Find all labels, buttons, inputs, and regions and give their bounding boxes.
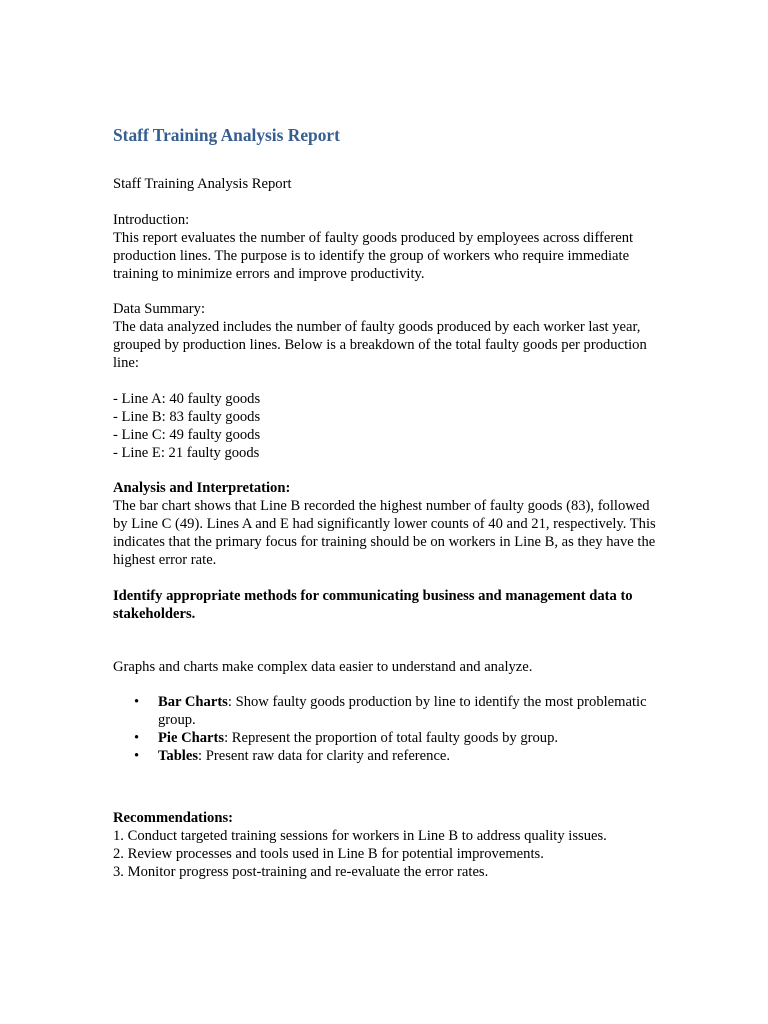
bullet-icon: •: [134, 694, 140, 711]
list-item-term: Pie Charts: [158, 730, 225, 747]
list-item: [113, 748, 658, 766]
recommendation-item: 2. Review processes and tools used in Line B for potential improvements.: [113, 845, 544, 862]
analysis-heading: Analysis and Interpretation:: [113, 480, 291, 497]
recommendation-item: 1. Conduct targeted training sessions for workers in Line B to address quality issues.: [113, 827, 607, 844]
recommendation-item: 3. Monitor progress post-training and re-evaluate the error rates.: [113, 863, 489, 880]
document-page: [113, 124, 658, 882]
analysis-section: [113, 480, 658, 570]
list-item: [113, 730, 658, 748]
faulty-goods-list: [113, 391, 658, 463]
methods-list: [113, 694, 658, 766]
data-summary-section: [113, 301, 658, 462]
faulty-goods-line-c: - Line C: 49 faulty goods: [113, 426, 261, 443]
analysis-body: The bar chart shows that Line B recorded the highest number of faulty goods (83), followed by Line C (49). Lines A and E had significantly lower counts of 40 and 21, respectively. This indicates that the primary focus for training should be on workers in Line B, as they have the highest error rate.: [113, 498, 656, 568]
list-item-text: : Represent the proportion of total faulty goods by group.: [224, 730, 559, 747]
recommendations-heading: Recommendations:: [113, 810, 233, 826]
introduction-section: [113, 212, 658, 284]
list-item-term: Bar Charts: [158, 694, 228, 711]
list-item-text: : Present raw data for clarity and reference.: [198, 748, 451, 765]
list-item-text: : Show faulty goods production by line to identify the most problematic group.: [158, 694, 647, 729]
data-summary-heading: Data Summary:: [113, 301, 206, 318]
list-item-term: Tables: [158, 748, 199, 765]
methods-intro: Graphs and charts make complex data easier to understand and analyze.: [113, 658, 533, 675]
methods-section: [113, 588, 658, 766]
document-title: Staff Training Analysis Report: [113, 125, 340, 145]
faulty-goods-line-e: - Line E: 21 faulty goods: [113, 444, 260, 461]
bullet-icon: •: [134, 748, 140, 765]
data-summary-body: The data analyzed includes the number of faulty goods produced by each worker last year, grouped by production lines. Below is a breakdown of the total faulty goods per production line:: [113, 319, 647, 372]
list-item: [113, 694, 658, 730]
introduction-body: This report evaluates the number of faulty goods produced by employees across different production lines. The purpose is to identify the group of workers who require immediate training to minimize errors and improve productivity.: [113, 229, 634, 282]
document-subtitle: Staff Training Analysis Report: [113, 176, 292, 192]
recommendations-section: [113, 810, 658, 882]
faulty-goods-line-b: - Line B: 83 faulty goods: [113, 408, 261, 425]
faulty-goods-line-a: - Line A: 40 faulty goods: [113, 390, 261, 407]
bullet-icon: •: [134, 730, 140, 747]
introduction-heading: Introduction:: [113, 211, 190, 228]
methods-heading: Identify appropriate methods for communicating business and management data to stakeholders.: [113, 587, 633, 622]
